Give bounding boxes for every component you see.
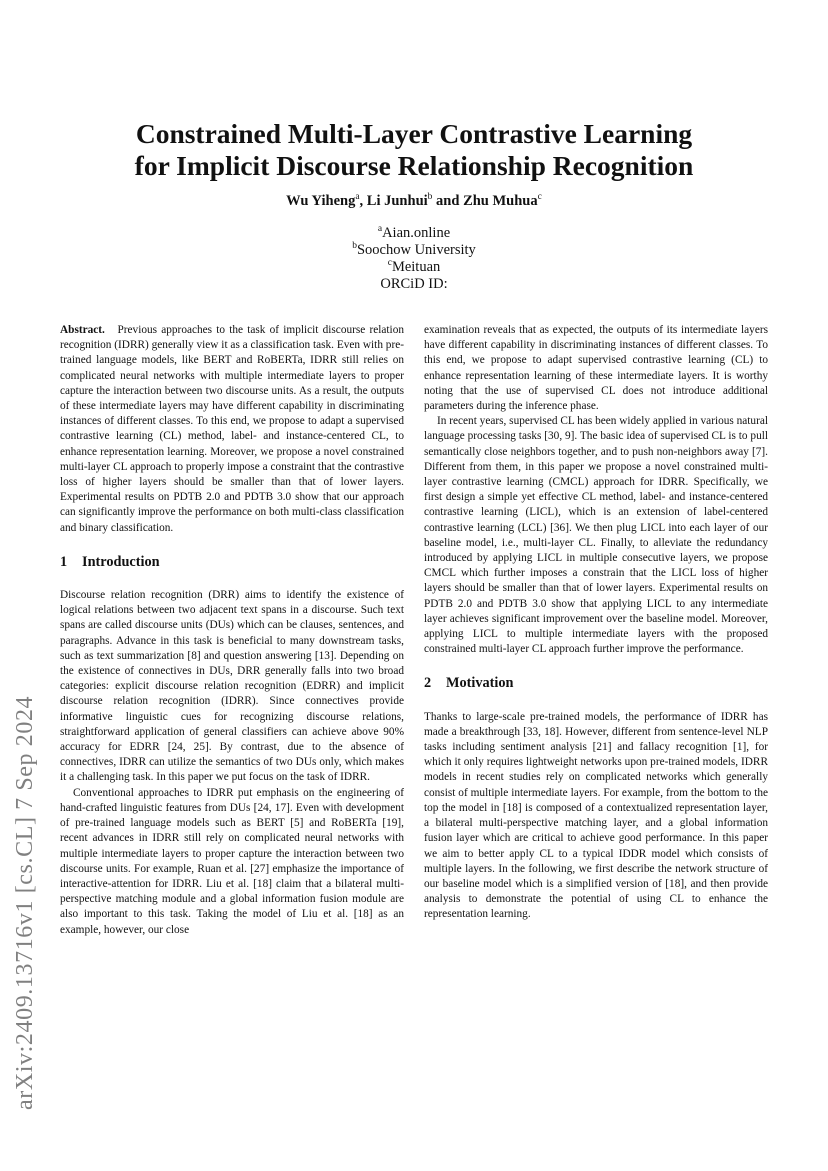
author-separator: and [432,193,464,209]
intro-paragraph-2: Conventional approaches to IDRR put emphasis on the engineering of hand-crafted linguistic features from DUs [24, 17]. Even with development of pre-trained language models such as BERT [5] and RoBERTa [19], recent advances in IDRR still rely on complicated neural networks with multiple intermediate layers to proper capture the interaction between two discourse units. For example, Ruan et al. [27] emphasize the importance of interactive-attention for IDRR. Liu et al. [18] claim that a bilateral multi-perspective matching module and a global information fusion module are also important to this task. Taking the model of Liu et al. [18] as an example, however, our close [60,786,404,936]
intro-paragraph-4: In recent years, supervised CL has been widely applied in various natural language processing tasks [30, 9]. The basic idea of supervised CL is to pull semantically close neighbors together, and to push non-neighbors away [7]. Different from them, in this paper we propose a novel constrained multi-layer contrastive learning (CMCL) approach for IDRR. Specifically, we first design a simple yet effective CL method, label- and instance-centered contrastive learning (LICL), which is an extension of label-centered contrastive learning (LCL) [36]. We then plug LICL into each layer of our baseline model, i.e., multi-layer CL. Finally, to alleviate the redundancy introduced by applying LICL in multiple consecutive layers, we propose CMCL which further imposes a constrain that the LICL loss of higher layers should be smaller than that of lower layers. Experimental results on PDTB 2.0 and PDTB 3.0 show that applying LICL to any intermediate layer achieves significant improvement over the baseline model. Moreover, applying LICL to multiple intermediate layers with the proposed constrained multi-layer CL approach further improve the performance. [424,415,768,656]
author-name: Wu Yiheng [286,193,356,209]
affiliation-item [60,242,768,259]
section-title: Motivation [446,675,514,692]
author-name: Li Junhui [366,193,428,209]
affiliation-list [60,225,768,293]
author-list [60,193,768,210]
section-number: 2 [424,675,432,692]
section-number: 1 [60,553,68,570]
intro-paragraph-1: Discourse relation recognition (DRR) aims to identify the existence of logical relations between two adjacent text spans in a discourse. Such text spans are called discourse units (DUs) which can be clauses, sentences, and paragraphs. Advance in this task is beneficial to many downstream tasks, such as text summarization [8] and question answering [13]. Depending on the existence of connectives in DUs, DRR generally falls into two broad categories: explicit discourse relation recognition (EDRR) and implicit discourse relation recognition (IDRR). Since connectives provide informative linguistic cues for recognizing discourse relations, straightforward application of general classifiers can achieve above 90% accuracy for EDRR [24, 25]. By contrast, due to the absence of connectives, IDRR can utilize the semantics of two DUs only, which makes it a challenging task. In this paper we put focus on the task of IDRR. [60,589,404,784]
affiliation-name: Soochow University [356,242,476,258]
arxiv-stamp: arXiv:2409.13716v1 [cs.CL] 7 Sep 2024 [12,695,38,1110]
motivation-paragraph-1: Thanks to large-scale pre-trained models, the performance of IDRR has made a breakthrough [33, 18]. However, different from sentence-level NLP tasks including sentiment analysis [21] and fallacy recognition [1], for which it only requires lightweight networks upon pre-trained models, IDRR models in recent studies rely on complicated networks which generally consist of multiple intermediate layers. For example, from the bottom to the top the model in [18] is composed of a contextualized representation layer, a bilateral multi-perspective matching layer, and a global information fusion layer which are critical to achieve good performance. In this paper we aim to better apply CL to a typical IDDR model which consists of multiple layers. In the following, we first describe the network structure of our baseline model which is a simplified version of [18], and then provide analysis to demonstrate the potential of using CL to enhance the representation learning. [424,710,768,921]
affiliation-item [60,259,768,276]
affiliation-name: Meituan [391,259,441,275]
abstract-label: Abstract. [60,324,105,336]
section-title: Introduction [82,553,160,570]
author-affiliation-mark: c [537,192,542,203]
orcid-line: ORCiD ID: [380,276,448,292]
right-column [424,323,768,923]
affiliation-mark: b [352,241,357,252]
section-heading-introduction [60,555,404,570]
paper-title [60,118,768,182]
author-separator: , [359,193,367,209]
author-affiliation-mark: b [427,192,433,203]
title-line-1: Constrained Multi-Layer Contrastive Learning [135,118,693,149]
section-heading-motivation [424,676,768,691]
abstract [60,323,404,536]
left-column [60,323,404,938]
intro-paragraph-3: examination reveals that as expected, the outputs of its intermediate layers have different capability in discriminating instances of different classes. To this end, we propose to adapt supervised contrastive learning (CL) to enhance representation learning of these intermediate layers. It is worthy noting that the use of supervised CL does not introduce additional parameters during the inference phase. [424,324,768,413]
abstract-text: Previous approaches to the task of implicit discourse relation recognition (IDRR) generally view it as a classification task. Even with pre-trained language models, like BERT and RoBERTa, IDRR still relies on complicated neural networks with multiple intermediate layers to proper capture the interaction between two discourse units. As a result, the outputs of these intermediate layers may have different capability in discriminating instances of different classes. To this end, we propose to adapt a supervised contrastive learning (CL) method, label- and instance-centered CL, to enhance representation learning. Moreover, we propose a novel constrained multi-layer CL approach to properly impose a constraint that the contrastive loss of higher layers should be smaller than that of lower layers. Experimental results on PDTB 2.0 and PDTB 3.0 show that our approach can significantly improve the performance on both multi-class classification and binary classification. [60,324,404,534]
title-line-2: for Implicit Discourse Relationship Recognition [134,150,694,181]
author-name: Zhu Muhua [463,193,538,209]
author-affiliation-mark: a [355,192,360,203]
affiliation-mark: c [387,258,392,269]
affiliation-mark: a [377,224,383,235]
affiliation-name: Aian.online [382,225,451,241]
affiliation-item [60,225,768,242]
